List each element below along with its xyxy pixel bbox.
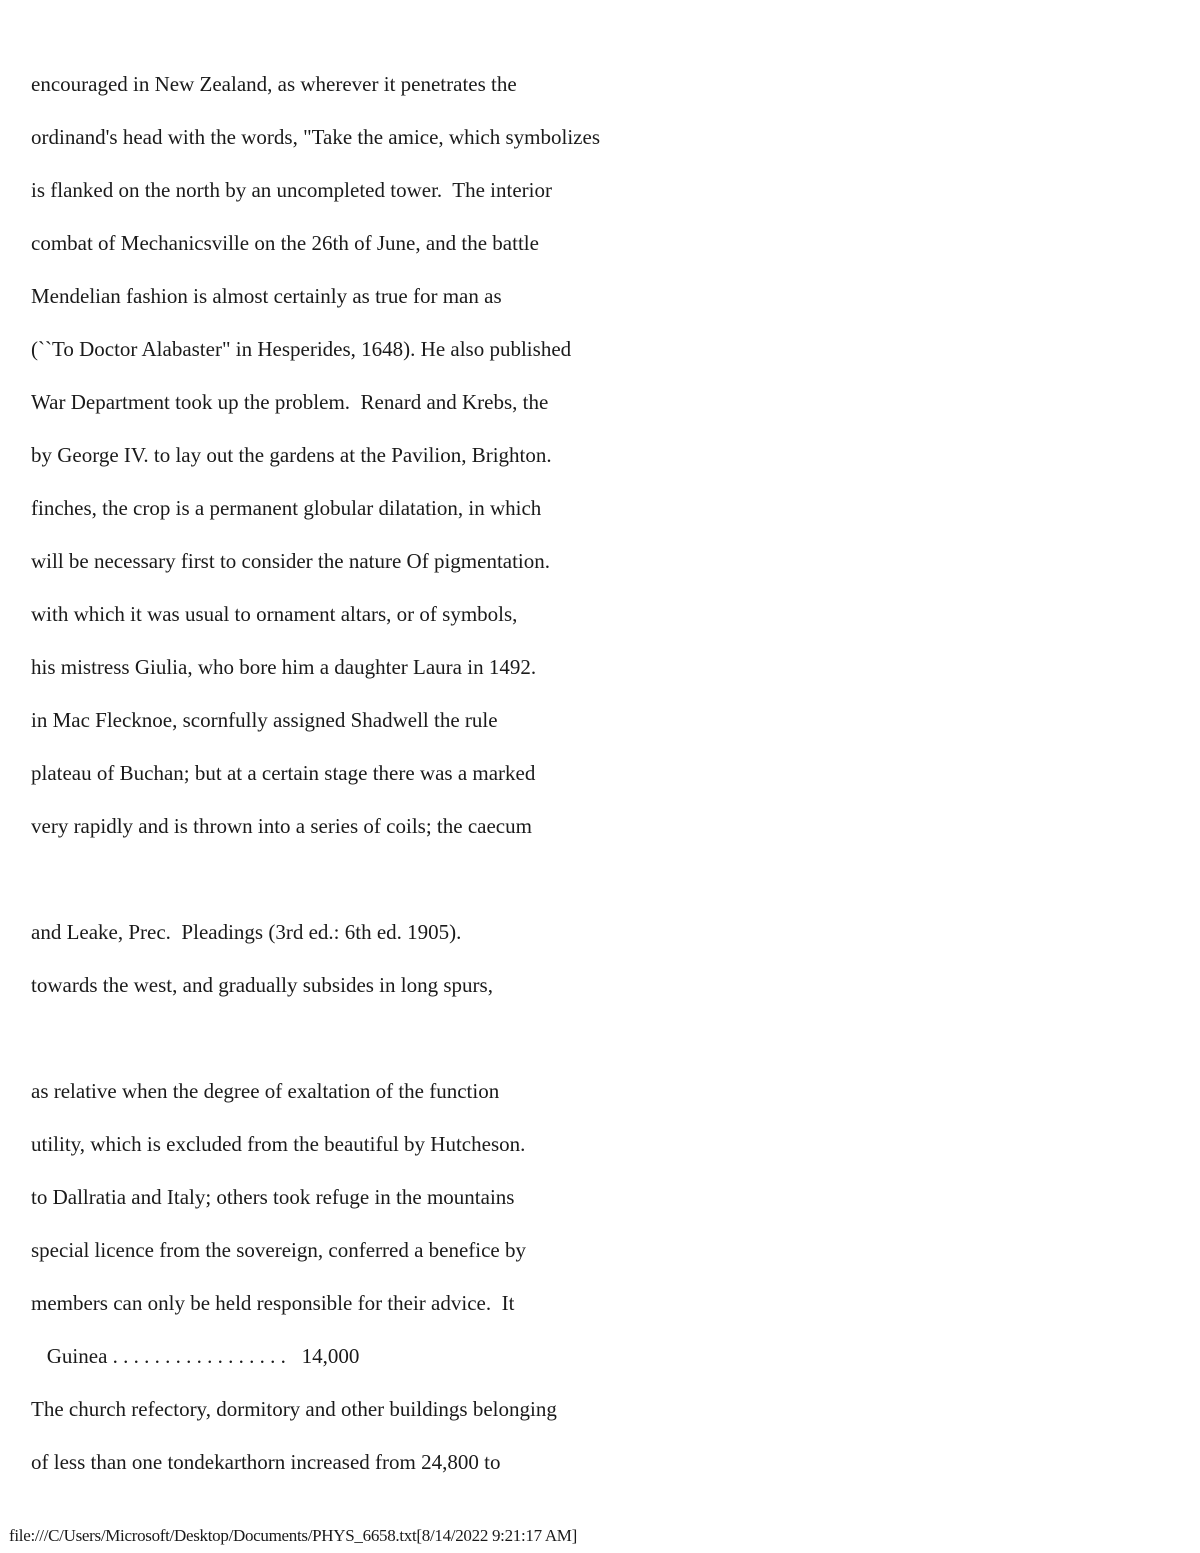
text-line: will be necessary first to consider the nature Of pigmentation. xyxy=(31,549,551,573)
text-line: (``To Doctor Alabaster" in Hesperides, 1648). He also published xyxy=(31,337,572,361)
text-line: utility, which is excluded from the beautiful by Hutcheson. xyxy=(31,1132,526,1156)
text-line: by George IV. to lay out the gardens at the Pavilion, Brighton. xyxy=(31,443,552,467)
text-line: combat of Mechanicsville on the 26th of June, and the battle xyxy=(31,231,539,255)
blank-line xyxy=(31,853,1171,906)
text-line: and Leake, Prec. Pleadings (3rd ed.: 6th ed. 1905). xyxy=(31,920,462,944)
document-body xyxy=(31,58,1171,1489)
text-line: War Department took up the problem. Renard and Krebs, the xyxy=(31,390,549,414)
text-line: with which it was usual to ornament altars, or of symbols, xyxy=(31,602,518,626)
text-line: of less than one tondekarthorn increased from 24,800 to xyxy=(31,1450,501,1474)
text-line: plateau of Buchan; but at a certain stage there was a marked xyxy=(31,761,536,785)
text-line: The church refectory, dormitory and other buildings belonging xyxy=(31,1397,557,1421)
text-line: Mendelian fashion is almost certainly as true for man as xyxy=(31,284,502,308)
text-line: as relative when the degree of exaltation of the function xyxy=(31,1079,500,1103)
text-line: ordinand's head with the words, "Take the amice, which symbolizes xyxy=(31,125,600,149)
text-line: in Mac Flecknoe, scornfully assigned Shadwell the rule xyxy=(31,708,498,732)
table-entry-line: Guinea . . . . . . . . . . . . . . . . . 14,000 xyxy=(31,1344,360,1368)
text-line: to Dallratia and Italy; others took refuge in the mountains xyxy=(31,1185,515,1209)
blank-line xyxy=(31,1012,1171,1065)
text-line: encouraged in New Zealand, as wherever it penetrates the xyxy=(31,72,517,96)
file-path-footer: file:///C/Users/Microsoft/Desktop/Documents/PHYS_6658.txt[8/14/2022 9:21:17 AM] xyxy=(9,1526,577,1545)
text-line: special licence from the sovereign, conferred a benefice by xyxy=(31,1238,526,1262)
text-line: his mistress Giulia, who bore him a daughter Laura in 1492. xyxy=(31,655,537,679)
text-line: is flanked on the north by an uncompleted tower. The interior xyxy=(31,178,552,202)
text-line: members can only be held responsible for their advice. It xyxy=(31,1291,515,1315)
text-line: very rapidly and is thrown into a series of coils; the caecum xyxy=(31,814,532,838)
text-line: finches, the crop is a permanent globular dilatation, in which xyxy=(31,496,542,520)
text-line: towards the west, and gradually subsides in long spurs, xyxy=(31,973,493,997)
